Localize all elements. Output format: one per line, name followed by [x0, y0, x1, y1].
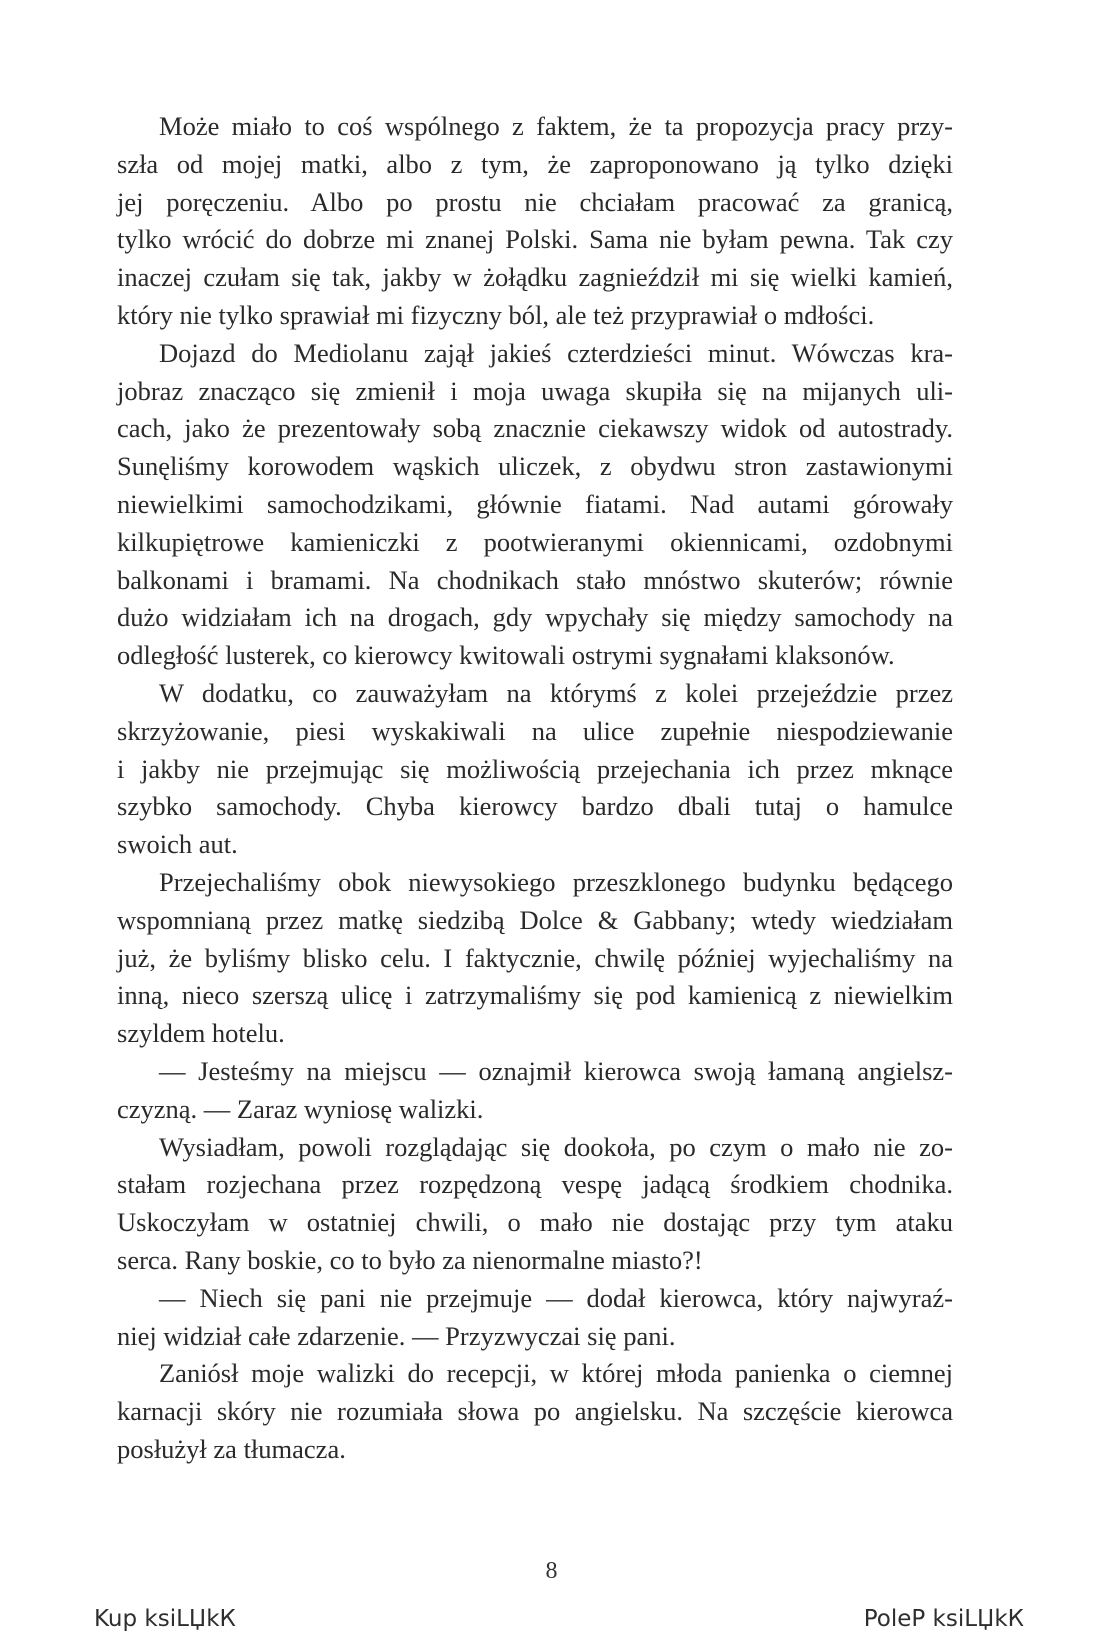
text-line: jej poręczeniu. Albo po prostu nie chciałam pracować za granicą, [117, 186, 953, 217]
text-line: niewielkimi samochodzikami, głównie fiatami. Nad autami górowały [117, 488, 953, 519]
text-line: tylko wrócić do dobrze mi znanej Polski. Sama nie byłam pewna. Tak czy [117, 224, 953, 255]
text-line: posłużył za tłumacza. [117, 1433, 346, 1464]
page-number: 8 [545, 1558, 558, 1584]
text-line: Uskoczyłam w ostatniej chwili, o mało nie dostając przy tym ataku [117, 1207, 953, 1238]
text-line: serca. Rany boskie, co to było za nienormalne miasto?! [117, 1244, 703, 1275]
paragraph [117, 864, 953, 1053]
text-line: odległość lusterek, co kierowcy kwitowali ostrymi sygnałami klaksonów. [117, 640, 895, 671]
text-line: — Niech się pani nie przejmuje — dodał kierowca, który najwyraź- [159, 1282, 953, 1313]
text-line: czyzną. — Zaraz wyniosę walizki. [117, 1093, 484, 1124]
text-line: inną, nieco szerszą ulicę i zatrzymaliśmy się pod kamienicą z niewielkim [117, 980, 953, 1011]
text-line: stałam rozjechana przez rozpędzoną vespę jadącą środkiem chodnika. [117, 1169, 953, 1200]
text-line: Przejechaliśmy obok niewysokiego przeszklonego budynku będącego [159, 866, 953, 897]
recommend-book-link[interactable]: PoleР ksiLЏkК [863, 1606, 1024, 1632]
text-line: karnacji skóry nie rozumiała słowa po angielsku. Na szczęście kierowca [117, 1396, 953, 1427]
text-line: — Jesteśmy na miejscu — oznajmił kierowca swoją łamaną angielsz- [159, 1055, 953, 1086]
text-line: który nie tylko sprawiał mi fizyczny ból, ale też przyprawiał o mdłości. [117, 299, 875, 330]
text-line: Może miało to coś wspólnego z faktem, że ta propozycja pracy przy- [159, 111, 953, 141]
paragraph [117, 1280, 953, 1356]
text-line: kilkupiętrowe kamieniczki z pootwieranymi okiennicami, ozdobnymi [117, 526, 953, 557]
text-line: balkonami i bramami. Na chodnikach stało mnóstwo skuterów; równie [117, 564, 953, 595]
text-line: W dodatku, co zauważyłam na którymś z kolei przejeździe przez [159, 677, 953, 708]
text-line: swoich aut. [117, 829, 238, 860]
text-line: i jakby nie przejmując się możliwością przejechania ich przez mknące [117, 753, 953, 784]
paragraph [117, 675, 953, 864]
page-body [117, 108, 953, 1469]
text-line: jobraz znacząco się zmienił i moja uwaga skupiła się na mijanych uli- [117, 375, 953, 406]
text-line: inaczej czułam się tak, jakby w żołądku zagnieździł mi się wielki kamień, [117, 262, 953, 293]
text-line: skrzyżowanie, piesi wyskakiwali na ulice zupełnie niespodziewanie [117, 715, 953, 746]
text-line: szła od mojej matki, albo z tym, że zaproponowano ją tylko dzięki [117, 148, 953, 179]
text-line: szybko samochody. Chyba kierowcy bardzo dbali tutaj o hamulce [117, 791, 953, 822]
text-line: Wysiadłam, powoli rozglądając się dookoła, po czym o mało nie zo- [159, 1131, 953, 1162]
text-line: niej widział całe zdarzenie. — Przyzwyczai się pani. [117, 1320, 676, 1351]
paragraph [117, 335, 953, 675]
text-line: już, że byliśmy blisko celu. I faktycznie, chwilę później wyjechaliśmy na [117, 942, 953, 973]
paragraph [117, 1355, 953, 1468]
paragraph [117, 1129, 953, 1280]
text-line: szyldem hotelu. [117, 1018, 285, 1049]
text-line: Dojazd do Mediolanu zajął jakieś czterdzieści minut. Wówczas kra- [159, 337, 953, 368]
text-line: cach, jako że prezentowały sobą znacznie ciekawszy widok od autostrady. [117, 413, 953, 444]
paragraph [117, 1053, 953, 1129]
text-line: wspomnianą przez matkę siedzibą Dolce & Gabbany; wtedy wiedziałam [117, 904, 953, 935]
text-line: Sunęliśmy korowodem wąskich uliczek, z obydwu stron zastawionymi [117, 451, 953, 482]
text-line: Zaniósł moje walizki do recepcji, w której młoda panienka o ciemnej [159, 1358, 953, 1389]
text-line: dużo widziałam ich na drogach, gdy wpychały się między samochody na [117, 602, 953, 633]
paragraph [117, 108, 953, 335]
buy-book-link[interactable]: Kup ksiLЏkК [94, 1606, 236, 1632]
